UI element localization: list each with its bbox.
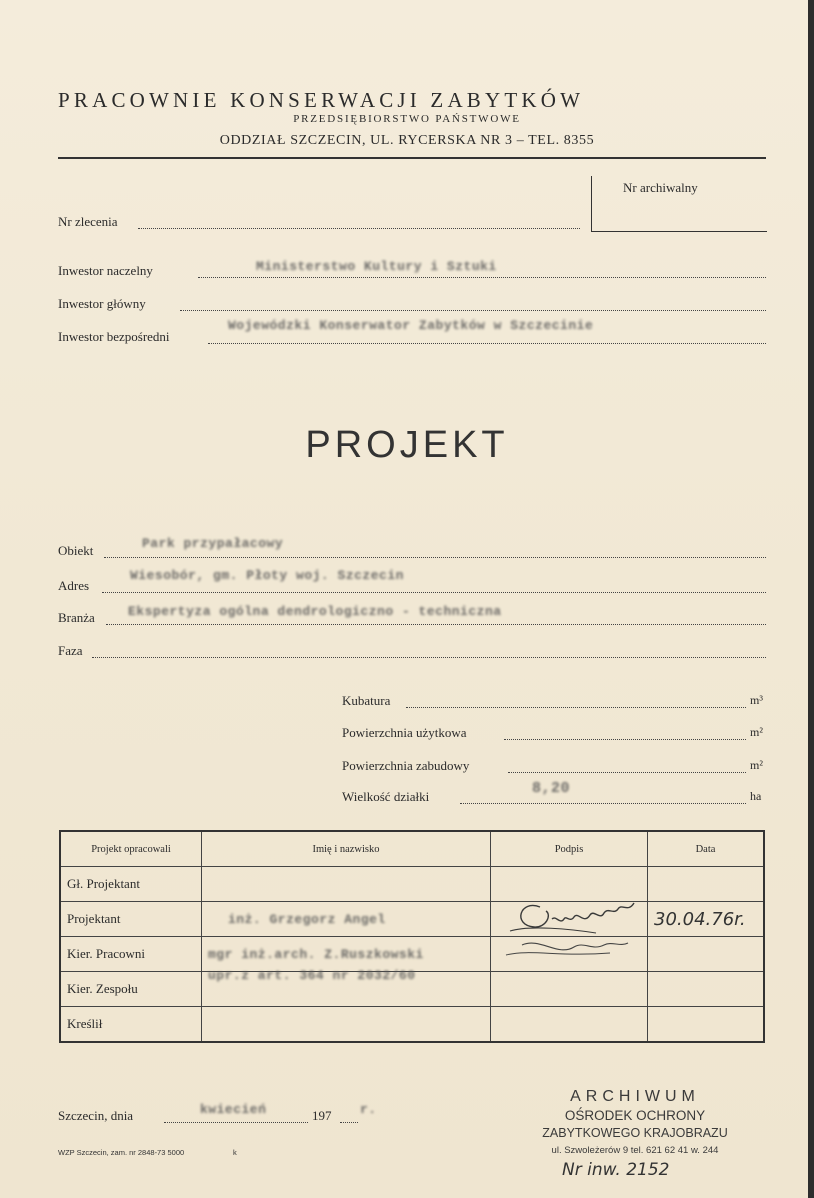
inventory-number: Nr inw. 2152 (562, 1160, 670, 1180)
usable-area-label: Powierzchnia użytkowa (342, 725, 467, 740)
address-label: Adres (58, 578, 90, 593)
chief-investor-label: Inwestor naczelny (58, 263, 153, 278)
institution-address: ODDZIAŁ SZCZECIN, UL. RYCERSKA NR 3 – TEL. 8355 (219, 133, 595, 148)
row-name (202, 867, 491, 902)
phase-label: Faza (58, 643, 83, 658)
usable-area-line (504, 739, 746, 740)
header-name: Imię i nazwisko (202, 831, 491, 867)
object-label: Obiekt (58, 543, 94, 558)
row-date (648, 937, 765, 972)
printer-imprint: WZP Szczecin, zam. nr 2848-73 5000 (58, 1148, 185, 1157)
built-area-unit: m² (750, 758, 763, 772)
address-line (102, 592, 766, 593)
row-role: Kreślił (60, 1007, 202, 1043)
chief-investor-line (198, 277, 766, 278)
plot-size-value: 8,20 (532, 780, 571, 797)
built-area-label: Powierzchnia zabudowy (342, 758, 470, 773)
object-line (104, 557, 766, 558)
branch-line (106, 624, 766, 625)
row-name-value: mgr inż.arch. Z.Ruszkowski (208, 947, 424, 962)
plot-size-unit: ha (750, 789, 762, 803)
place-date-label: Szczecin, dnia (58, 1108, 134, 1123)
year-prefix: 197 (312, 1108, 332, 1123)
direct-investor-label: Inwestor bezpośredni (58, 329, 170, 344)
date-line (164, 1122, 308, 1123)
order-number-line (138, 228, 580, 229)
order-number-label: Nr zlecenia (58, 214, 118, 229)
table-row (60, 902, 764, 937)
header-date: Data (648, 831, 765, 867)
phase-line (92, 657, 766, 658)
row-signature (491, 972, 648, 1007)
address-value: Wiesobór, gm. Płoty woj. Szczecin (130, 568, 404, 583)
document-title: PROJEKT (305, 424, 509, 466)
row-signature (491, 1007, 648, 1043)
row-date (648, 1007, 765, 1043)
usable-area-unit: m² (750, 725, 763, 739)
table-row (60, 867, 764, 902)
row-date (648, 902, 765, 937)
stamp-line-3: ZABYTKOWEGO KRAJOBRAZU (542, 1126, 728, 1140)
year-line (340, 1122, 358, 1123)
table-row (60, 1007, 764, 1043)
header-role: Projekt opracowali (60, 831, 202, 867)
row-name-value: upr.z art. 364 nr 2032/60 (208, 968, 416, 983)
row-date (648, 867, 765, 902)
stamp-line-2: OŚRODEK OCHRONY (564, 1108, 706, 1123)
row-name-value: inż. Grzegorz Angel (228, 912, 386, 927)
row-role: Kier. Pracowni (60, 937, 202, 972)
stamp-line-4: ul. Szwoleżerów 9 tel. 621 62 41 w. 244 (551, 1145, 719, 1156)
handwritten-signature (500, 885, 650, 970)
built-area-line (508, 772, 746, 773)
stamp-archive: ARCHIWUM (570, 1088, 700, 1105)
row-date-value: 30.04.76r. (654, 908, 746, 930)
branch-value: Ekspertyza ogólna dendrologiczno - techniczna (128, 604, 502, 619)
institution-subtitle: PRZEDSIĘBIORSTWO PAŃSTWOWE (293, 113, 521, 125)
row-date (648, 972, 765, 1007)
institution-title: PRACOWNIE KONSERWACJI ZABYTKÓW (58, 88, 585, 112)
cubature-unit: m³ (750, 693, 763, 707)
cubature-label: Kubatura (342, 693, 391, 708)
table-header-row (60, 831, 764, 867)
cubature-line (406, 707, 746, 708)
row-role: Projektant (60, 902, 202, 937)
printer-mark: k (233, 1148, 237, 1157)
year-suffix: r. (360, 1102, 377, 1117)
authors-table (59, 830, 765, 1043)
row-role: Gł. Projektant (60, 867, 202, 902)
main-investor-line (180, 310, 766, 311)
table-row (60, 937, 764, 972)
row-name (202, 902, 491, 937)
archive-number-label: Nr archiwalny (623, 180, 698, 195)
direct-investor-value: Wojewódzki Konserwator Zabytków w Szczecinie (228, 318, 594, 333)
object-value: Park przypałacowy (142, 536, 284, 551)
header-rule (58, 157, 766, 159)
row-role: Kier. Zespołu (60, 972, 202, 1007)
row-name (202, 968, 491, 1007)
plot-size-label: Wielkość działki (342, 789, 430, 804)
chief-investor-value: Ministerstwo Kultury i Sztuki (256, 259, 497, 274)
main-investor-label: Inwestor główny (58, 296, 146, 311)
table-row (60, 972, 764, 1007)
row-name (202, 937, 491, 972)
row-name (202, 1007, 491, 1043)
branch-label: Branża (58, 610, 95, 625)
direct-investor-line (208, 343, 766, 344)
plot-size-line (460, 803, 746, 804)
date-value: kwiecień (200, 1102, 267, 1117)
header-signature: Podpis (491, 831, 648, 867)
